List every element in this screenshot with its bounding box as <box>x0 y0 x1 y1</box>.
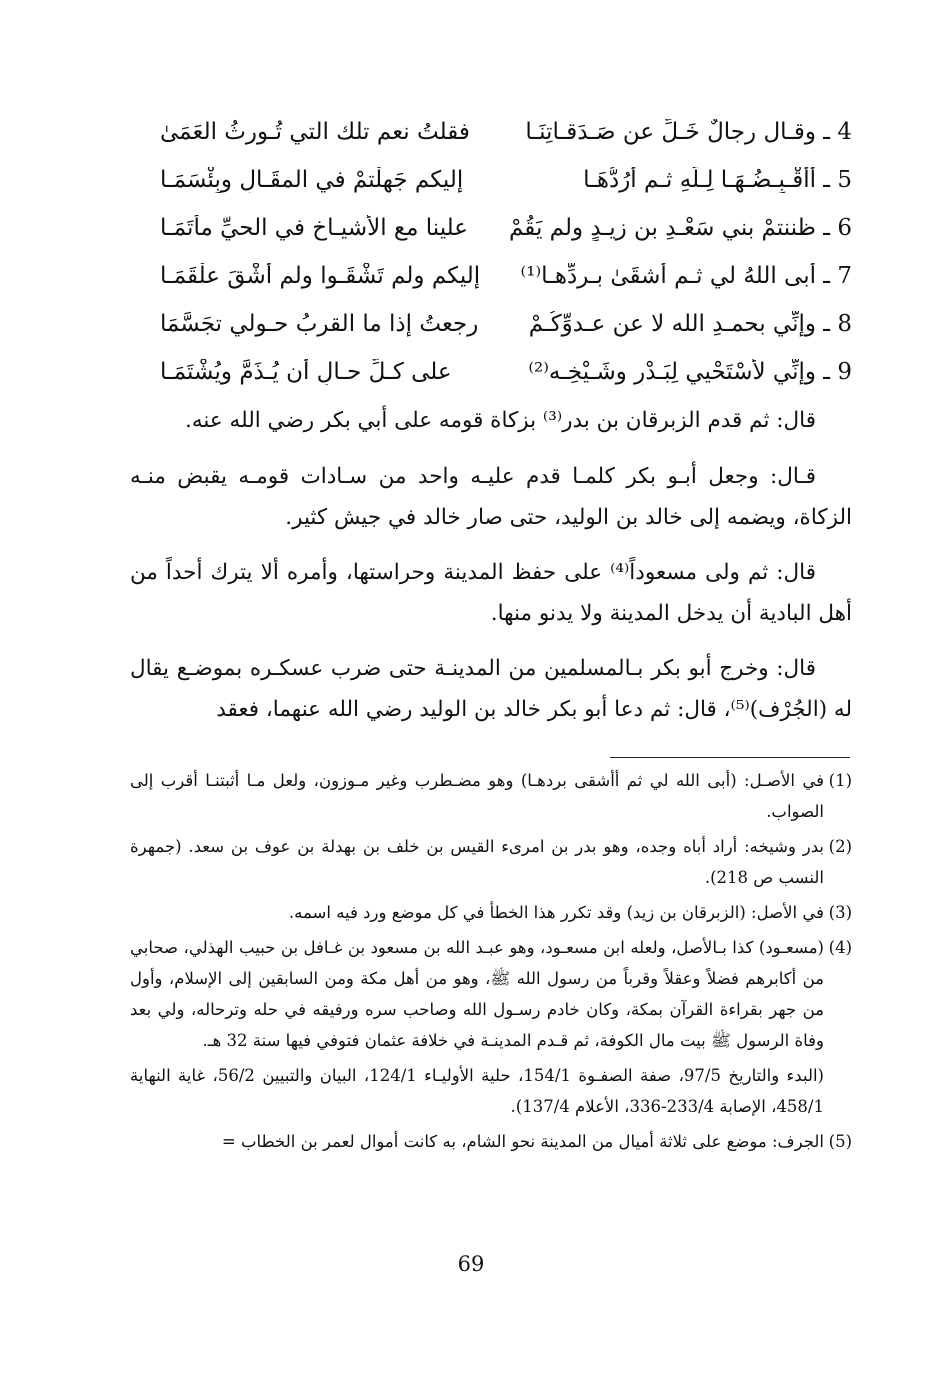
verse-line <box>128 300 852 348</box>
footnote-text: الجرف: موضع على ثلاثة أميال من المدينة نحو الشام، به كانت أموال لعمر بن الخطاب = <box>221 1132 824 1151</box>
footnote-text: (مسعـود) كذا بـالأصل، ولعله ابن مسعـود، وهو عبـد الله بن مسعود بن غـافل بن حبيب الهذلي، صحابي من أكابرهم فضلاً وعقلاً وقرباً من رسول الله ﷺ، وهو من أهل مكة ومن السابقين إلى الإسلام، وأول من جهر بقراءة القرآن بمكة، وكان خادم رسـول الله وصاحب سره ورفيقه في حله وترحاله، ولي بعد وفاة الرسول ﷺ بيت مال الكوفة، ثم قـدم المدينـة في خلافة عثمان فتوفي فيها سنة 32 هـ. <box>130 938 824 1050</box>
verse-line <box>128 252 852 300</box>
verse-second-hemistich: على كـلِّ حـالٍ أن يُـذَمَّ ويُشْتَمَـا <box>160 359 452 385</box>
verse-second-hemistich: رجعتُ إذا ما القربُ حـولي تجَسَّمَا <box>160 311 479 337</box>
body-paragraph: قـال: وجعل أبـو بكر كلمـا قدم عليـه واحد من سـادات قومـه يقبض منـه الزكاة، ويضمه إلى خالد بن الوليد، حتى صار خالد في جيش كثير. <box>130 464 852 530</box>
poem-block <box>128 108 852 396</box>
verse-first-hemistich: 6 ـ ظننتمْ بني سَعْـدِ بن زيـدٍ ولم يَقُمْ <box>509 215 852 241</box>
footnote-number: (1) <box>828 771 852 790</box>
footnote-number: (3) <box>828 903 852 922</box>
footnote-text: (البدء والتاريخ 97/5، صفة الصفـوة 154/1، حلية الأوليـاء 124/1، البيان والتبيين 56/2، غاية النهاية 458/1، الإصابة 233/4-336، الأعلام 137/4). <box>130 1066 824 1116</box>
footnote-text: في الأصـل: (أبى الله لي ثم أأشقى بردهـا) وهو مضـطرب وغير مـوزون، ولعل مـا أثبتنـا أقرب إلى الصواب. <box>130 771 824 821</box>
footnote-number: (4) <box>828 938 852 957</box>
footnotes <box>130 765 852 1161</box>
body-paragraph: قال: وخرج أبو بكر بـالمسلمين من المدينـة حتى ضرب عسكـره بموضـع يقال له (الجُرْف)⁽⁵⁾، قال: ثم دعا أبو بكر خالد بن الوليد رضي الله عنهما، فعقد <box>130 656 852 722</box>
verse-first-hemistich: 7 ـ أبى اللهُ لي ثـم أشقَىٰ بـردِّهـا⁽¹⁾ <box>520 263 852 289</box>
verse-line <box>128 108 852 156</box>
verse-first-hemistich: 5 ـ أأقْـبِـضُـهَـا لِـلّهِ ثـم أرُدُّهَـا <box>583 167 852 193</box>
footnote-text: بدر وشيخه: أراد أباه وجده، وهو بدر بن امرىء القيس بن خلف بن بهدلة بن عوف بن سعد. (جمهرة النسب ص 218). <box>130 837 824 887</box>
verse-line <box>128 156 852 204</box>
body-paragraph: قال: ثم قدم الزبرقان بن بدر⁽³⁾ بزكاة قومه على أبي بكر رضي الله عنه. <box>185 408 816 433</box>
verse-second-hemistich: علينا مع الأشيـاخِ في الحيِّ مأتَمَـا <box>160 215 469 241</box>
footnote-text: في الأصل: (الزبرقان بن زيد) وقد تكرر هذا الخطأ في كل موضع ورد فيه اسمه. <box>288 903 824 922</box>
footnote-separator <box>610 757 850 758</box>
verse-first-hemistich: 9 ـ وإنِّي لأسْتَحْيي لِبَـدْرٍ وشَـيْخِـه⁽²⁾ <box>528 359 852 385</box>
footnote <box>130 1126 852 1157</box>
footnote <box>130 765 852 827</box>
body-paragraph: قال: ثم ولى مسعوداً⁽⁴⁾ على حفظ المدينة وحراستها، وأمره ألا يترك أحداً من أهل البادية أن يدخل المدينة ولا يدنو منها. <box>130 560 852 626</box>
verse-second-hemistich: فقلتُ نعم تلك التي تُـورِثُ العَمَىٰ <box>160 119 470 145</box>
page-number: 69 <box>457 1252 485 1276</box>
footnote-references <box>130 1060 852 1122</box>
verse-second-hemistich: إليكم ولم تَشْقَـوا ولم أشْقَ علْقَمَـا <box>160 263 481 289</box>
footnote-number: (5) <box>828 1132 852 1151</box>
footnote-number: (2) <box>828 837 852 856</box>
verse-first-hemistich: 4 ـ وقـال رِجالٌ خَـلِّ عن صَـدَقـاتِنَـا <box>525 119 852 145</box>
verse-line <box>128 348 852 396</box>
footnote <box>130 831 852 893</box>
verse-second-hemistich: إليكم جَهِلْتمْ في المقَـالِ وبِئْسَمَـا <box>160 167 464 193</box>
verse-line <box>128 204 852 252</box>
footnote <box>130 932 852 1056</box>
footnote <box>130 897 852 928</box>
verse-first-hemistich: 8 ـ وإنِّي بحمـدِ الله لا عن عـدوِّكُـمْ <box>528 311 852 337</box>
